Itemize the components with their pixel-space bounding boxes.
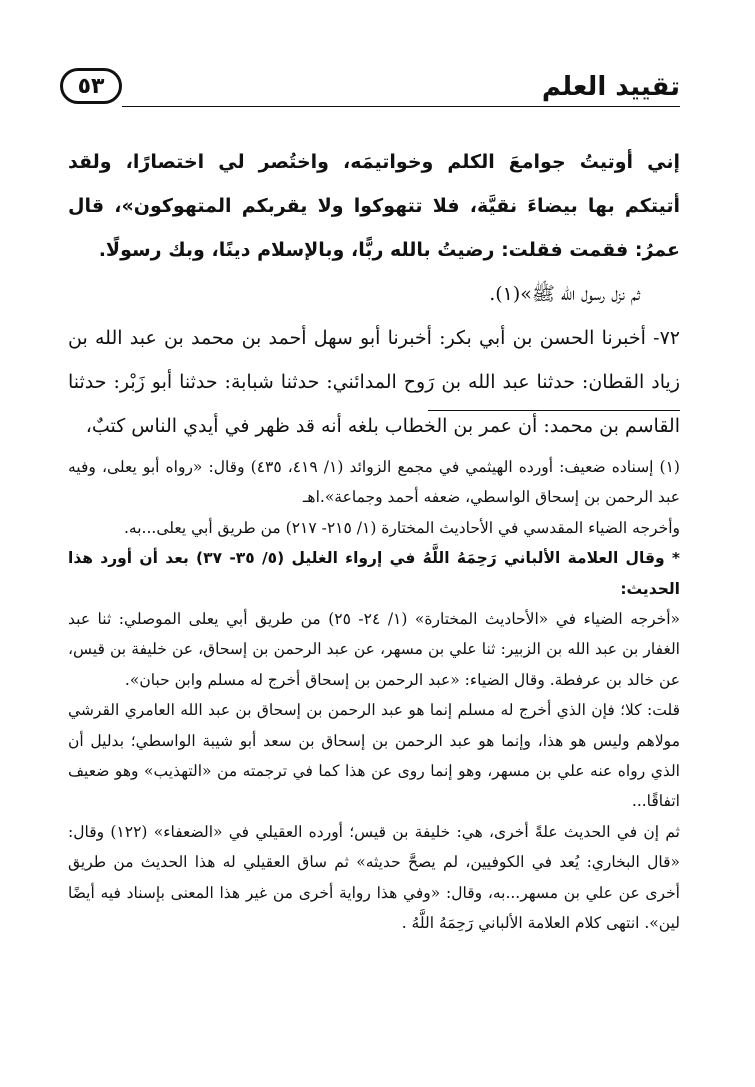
footnote-paragraph: وأخرجه الضياء المقدسي في الأحاديث المختارة (١/ ٢١٥- ٢١٧) من طريق أبي يعلى...به. [123,518,680,537]
footnote-1: (١) إسناده ضعيف: أورده الهيثمي في مجمع الزوائد (١/ ٤١٩، ٤٣٥) وقال: «رواه أبو يعلى، وفيه عبد الرحمن بن إسحاق الواسطي، ضعفه أحمد وجماعة».اهـ [68,458,680,507]
hadith-ending: ثم نزل رسول الله ﷺ»(١). [489,283,640,305]
footnote-paragraph: قلت: كلا؛ فإن الذي أخرج له مسلم إنما هو عبد الرحمن بن إسحاق بن عبد الله العامري القرشي مولاهم وليس هو هذا، وإنما هو عبد الرحمن بن إسحاق بن سعد أبو شيبة الواسطي؛ بدليل أن الذي رواه عنه علي بن مسهر، وهو إنما روى عن هذا كما في ترجمته من «التهذيب» وهو ضعيف اتفاقًا... [68,701,680,811]
isnad-paragraph: ٧٢- أخبرنا الحسن بن أبي بكر: أخبرنا أبو سهل أحمد بن محمد بن عبد الله بن زياد القطان: حدثنا عبد الله بن رَوح المدائني: حدثنا شبابة: حدثنا أبو زَبْر: حدثنا القاسم بن محمد: أن عمر بن الخطاب بلغه أنه قد ظهر في أيدي الناس كتبٌ، [68,327,680,437]
footnote-paragraph: «أخرجه الضياء في «الأحاديث المختارة» (١/ ٢٤- ٢٥) من طريق أبي يعلى الموصلي: ثنا عبد الغفار بن عبد الله بن الزبير: ثنا علي بن مسهر، عن عبد الرحمن بن إسحاق، عن خليفة بن قيس، عن خالد بن عرفطة. وقال الضياء: «عبد الرحمن بن إسحاق أخرج له مسلم وابن حبان». [68,610,681,689]
main-text [68,140,680,448]
hadith-paragraph: إني أوتيتُ جوامعَ الكلم وخواتيمَه، واختُصر لي اختصارًا، ولقد أتيتكم بها بيضاءَ نقيَّة، فلا تتهوكوا ولا يقربكم المتهوكون»، قال عمرُ: فقمت فقلت: رضيتُ بالله ربًّا، وبالإسلام دينًا، وبك رسولًا. [68,151,680,261]
footnote-albani-intro: * وقال العلامة الألباني رَحِمَهُ اللَّهُ في إرواء الغليل (٥/ ٣٥- ٣٧) بعد أن أورد هذا الحديث: [68,549,680,598]
footnote-paragraph: ثم إن في الحديث علةً أخرى، هي: خليفة بن قيس؛ أورده العقيلي في «الضعفاء» (١٢٢) وقال: «قال البخاري: يُعد في الكوفيين، لم يصحَّ حديثه» ثم ساق العقيلي له هذا الحديث من طريق أخرى عن علي بن مسهر...به، وقال: «وفي هذا رواية أخرى من غير هذا المعنى بإسناد فيه أيضًا لين». انتهى كلام العلامة الألباني رَحِمَهُ اللَّهُ . [68,822,681,933]
footnotes [68,452,680,939]
page-number: ٥٣ [60,68,122,104]
header-rule [122,106,680,107]
page-header [60,68,680,112]
footnote-separator [428,410,680,411]
running-title: تقييد العلم [541,72,680,102]
